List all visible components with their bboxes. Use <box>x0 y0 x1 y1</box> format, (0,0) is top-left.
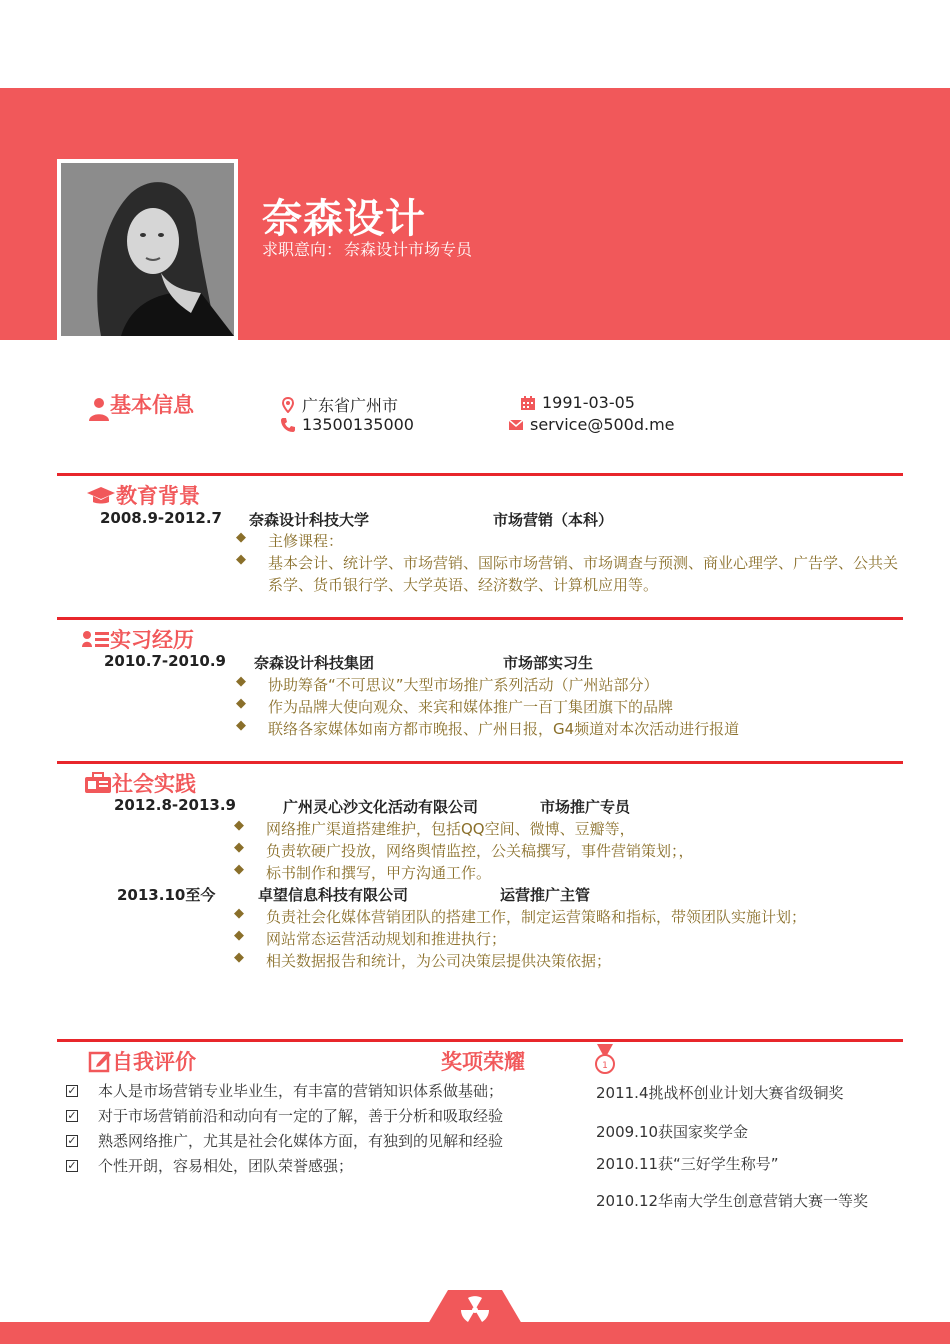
social-period-1: 2012.8-2013.9 <box>114 796 236 814</box>
checkbox-icon: ✓ <box>67 1158 77 1172</box>
diamond-bullet-icon: ◆ <box>236 696 246 711</box>
diamond-bullet-icon: ◆ <box>236 674 246 689</box>
calendar-icon <box>520 395 536 411</box>
footer-band <box>0 1322 950 1344</box>
section-title-education: 教育背景 <box>116 484 200 508</box>
phone-item <box>280 415 414 434</box>
social-company-1: 广州灵心沙文化活动有限公司 <box>283 798 479 816</box>
candidate-name: 奈森设计 <box>262 196 426 242</box>
email-item <box>508 415 675 434</box>
list-item: ◆ 主修课程： <box>236 530 344 550</box>
medal-icon <box>592 1043 618 1075</box>
birth-item <box>520 393 635 412</box>
list-item: ◆ 基本会计、统计学、市场营销、国际市场营销、市场调查与预测、商业心理学、广告学、公共关系学、货币银行学、大学英语、经济数学、计算机应用等。 <box>236 552 899 594</box>
edit-icon <box>88 1049 112 1073</box>
diamond-bullet-icon: ◆ <box>236 718 246 733</box>
social-period-2: 2013.10至今 <box>117 886 216 904</box>
award-item: 2010.11获“三好学生称号” <box>596 1155 779 1173</box>
section-title-self-eval: 自我评价 <box>112 1050 196 1074</box>
profile-photo <box>57 159 238 340</box>
diamond-bullet-icon: ◆ <box>234 840 244 855</box>
list-item: ◆ 标书制作和撰写，甲方沟通工作。 <box>234 862 492 882</box>
job-intent <box>262 237 474 260</box>
diamond-bullet-icon: ◆ <box>236 530 246 545</box>
social-role-1: 市场推广专员 <box>540 798 631 816</box>
footer-emblem <box>428 1290 522 1324</box>
phone-text: 13500135000 <box>302 415 414 434</box>
section-self-eval <box>88 1046 196 1076</box>
location-text: 广东省广州市 <box>302 396 399 415</box>
social-role-2: 运营推广主管 <box>500 886 591 904</box>
section-internship <box>82 624 194 654</box>
diamond-bullet-icon: ◆ <box>234 950 244 965</box>
list-item: ◆ 网站常态运营活动规划和推进执行； <box>234 928 507 948</box>
award-item: 2009.10获国家奖学金 <box>596 1123 749 1141</box>
email-text: service@500d.me <box>530 415 675 434</box>
location-item <box>280 393 398 416</box>
section-title-basic: 基本信息 <box>110 393 194 417</box>
checkbox-icon: ✓ <box>67 1108 77 1122</box>
list-item: ◆ 协助筹备“不可思议”大型市场推广系列活动（广州站部分） <box>236 674 659 694</box>
section-divider <box>57 617 903 620</box>
internship-company: 奈森设计科技集团 <box>254 654 375 672</box>
person-icon <box>88 397 110 421</box>
social-company-2: 卓望信息科技有限公司 <box>258 886 409 904</box>
section-education <box>86 480 200 510</box>
graduation-cap-icon <box>86 485 116 505</box>
diamond-bullet-icon: ◆ <box>236 552 246 567</box>
envelope-icon <box>508 417 524 433</box>
diamond-bullet-icon: ◆ <box>234 928 244 943</box>
checkbox-icon: ✓ <box>67 1133 77 1147</box>
list-item: ◆ 相关数据报告和统计，为公司决策层提供决策依据； <box>234 950 612 970</box>
section-divider <box>57 1039 903 1042</box>
education-period: 2008.9-2012.7 <box>100 509 222 527</box>
checkbox-icon: ✓ <box>67 1083 77 1097</box>
job-intent-value: 奈森设计市场专员 <box>344 240 473 259</box>
list-item: ◆ 联络各家媒体如南方都市晚报、广州日报，G4频道对本次活动进行报道 <box>236 718 740 738</box>
section-awards <box>441 1046 525 1076</box>
diamond-bullet-icon: ◆ <box>234 906 244 921</box>
location-pin-icon <box>280 397 296 413</box>
list-item: ✓ 熟悉网络推广，尤其是社会化媒体方面，有独到的见解和经验 <box>67 1132 504 1150</box>
award-item: 2011.4挑战杯创业计划大赛省级铜奖 <box>596 1084 844 1102</box>
id-card-icon <box>82 629 110 649</box>
section-social <box>84 768 196 798</box>
education-major: 市场营销（本科） <box>493 511 614 529</box>
education-school: 奈森设计科技大学 <box>249 511 370 529</box>
list-item: ◆ 网络推广渠道搭建维护，包括QQ空间、微博、豆瓣等， <box>234 818 635 838</box>
award-item: 2010.12华南大学生创意营销大赛一等奖 <box>596 1192 869 1210</box>
diamond-bullet-icon: ◆ <box>234 862 244 877</box>
list-item: ✓ 对于市场营销前沿和动向有一定的了解，善于分析和吸取经验 <box>67 1107 504 1125</box>
job-intent-label: 求职意向： <box>262 240 343 259</box>
briefcase-icon <box>84 772 112 794</box>
list-item: ✓ 本人是市场营销专业毕业生，有丰富的营销知识体系做基础； <box>67 1082 504 1100</box>
phone-icon <box>280 417 296 433</box>
section-title-internship: 实习经历 <box>110 628 194 652</box>
medal-number: 1 <box>602 1061 608 1071</box>
section-divider <box>57 761 903 764</box>
section-title-awards: 奖项荣耀 <box>441 1050 525 1074</box>
list-item: ◆ 作为品牌大使向观众、来宾和媒体推广一百丁集团旗下的品牌 <box>236 696 674 716</box>
section-title-social: 社会实践 <box>112 772 196 796</box>
list-item: ◆ 负责软硬广投放，网络舆情监控，公关稿撰写，事件营销策划；， <box>234 840 694 860</box>
internship-period: 2010.7-2010.9 <box>104 652 226 670</box>
section-divider <box>57 473 903 476</box>
birth-text: 1991-03-05 <box>542 393 635 412</box>
section-basic-info <box>88 387 194 421</box>
diamond-bullet-icon: ◆ <box>234 818 244 833</box>
internship-role: 市场部实习生 <box>503 654 594 672</box>
list-item: ◆ 负责社会化媒体营销团队的搭建工作，制定运营策略和指标，带领团队实施计划； <box>234 906 807 926</box>
list-item: ✓ 个性开朗，容易相处，团队荣誉感强； <box>67 1157 354 1175</box>
